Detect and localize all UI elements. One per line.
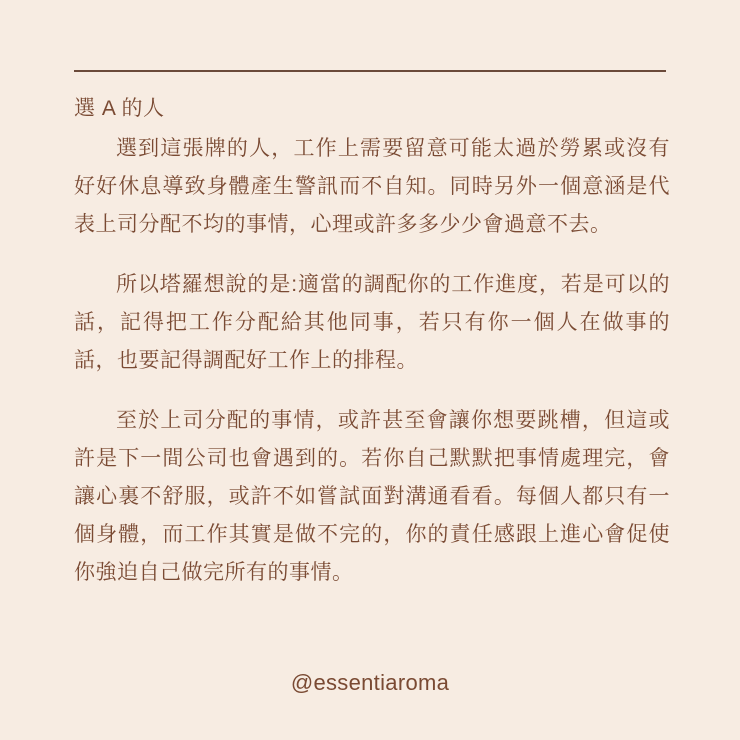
document-heading: 選 A 的人: [74, 97, 165, 120]
paragraph-3: 至於上司分配的事情，或許甚至會讓你想要跳槽，但這或許是下一間公司也會遇到的。若你自己默默把事情處理完，會讓心裏不舒服，或許不如嘗試面對溝通看看。每個人都只有一個身體，而工作其實是做不完的，你的責任感跟上進心會促使你強迫自己做完所有的事情。: [74, 409, 670, 584]
paragraph-1: 選到這張牌的人，工作上需要留意可能太過於勞累或沒有好好休息導致身體產生警訊而不自知。同時另外一個意涵是代表上司分配不均的事情，心理或許多多少少會過意不去。: [74, 137, 670, 236]
paragraph-spacer: [74, 380, 670, 402]
paragraph-spacer: [74, 244, 670, 266]
top-divider: [74, 70, 666, 72]
paragraph-2: 所以塔羅想說的是:適當的調配你的工作進度，若是可以的話，記得把工作分配給其他同事，若只有你一個人在做事的話，也要記得調配好工作上的排程。: [74, 273, 670, 372]
author-handle: @essentiaroma: [290, 670, 450, 695]
document-content: [74, 92, 670, 592]
